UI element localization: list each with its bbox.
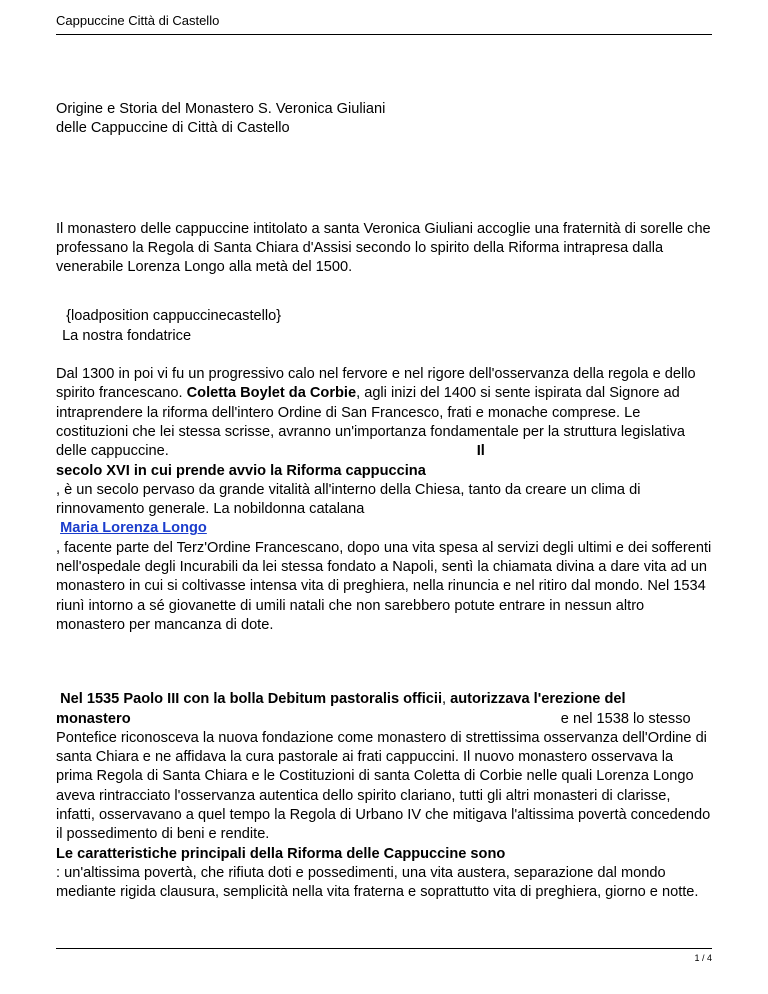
para1-text-d: , facente parte del Terz'Ordine Francescano, dopo una vita spesa al servizi degli ultimi e dei sofferenti nell'ospedale degli Incurabili da lei stessa fondato a Napoli, sentì la chiamata divina a dare vita ad un monastero in cui si coltivasse intensa vita di preghiera, nella rinuncia e nel ritiro dal mondo. Nel 1534 riunì intorno a sé giovanette di umili natali che non sarebbero potute entrare in nessun altro monastero per mancanza di dote. (56, 539, 712, 633)
section-heading: La nostra fondatrice (62, 327, 192, 344)
page-footer (56, 948, 712, 963)
para2-text-b: : un'altissima povertà, che rifiuta doti e possedimenti, una vita austera, separazione dal mondo mediante rigida clausura, semplicità nella vita fraterna e soprattutto vita di preghiera, giorno e notte. (56, 864, 699, 901)
document-title (56, 100, 712, 139)
intro-paragraph: Il monastero delle cappuccine intitolato a santa Veronica Giuliani accoglie una fraternità di sorelle che professano la Regola di Santa Chiara d'Assisi secondo lo spirito della Riforma intrapresa dalla venerabile Lorenza Longo alla metà del 1500. (56, 220, 711, 276)
para2-bold-monastero: monastero (56, 710, 131, 727)
page-number: 1 / 4 (694, 953, 712, 963)
para1-text-b: , agli inizi del 1400 si sente ispirata dal Signore ad intraprendere la riforma dell'intero Ordine di San Francesco, frati e monache comprese. Le costituzioni che lei stessa scrisse, avranno un'importanza fondamentale per la struttura legislativa delle cappuccine. (56, 385, 686, 460)
para1-text-c: , è un secolo pervaso da grande vitalità all'interno della Chiesa, tanto da creare un clima di rinnovamento generale. La nobildonna catalana (56, 481, 641, 518)
para2-bold-autorizzava: autorizzava l'erezione del (450, 691, 626, 708)
header-title: Cappuccine Città di Castello (56, 13, 220, 28)
title-line-2: delle Cappuccine di Città di Castello (56, 120, 290, 137)
loadposition-placeholder: {loadposition cappuccinecastello} (66, 308, 282, 325)
para1-bold-secolo: secolo XVI in cui prende avvio la Riforma cappuccina (56, 462, 426, 479)
para1-text-a: Dal 1300 in poi vi fu un progressivo calo nel fervore e nel rigore dell'osservanza della regola e dello spirito francescano. (56, 366, 696, 402)
para2-bold-caratteristiche: Le caratteristiche principali della Riforma delle Cappuccine sono (56, 845, 506, 862)
para2-bold-bolla: Nel 1535 Paolo III con la bolla Debitum pastoralis officii (60, 691, 443, 708)
page-header (56, 13, 712, 35)
para1-bold-il: Il (476, 443, 485, 460)
document-body (56, 100, 712, 903)
maria-lorenza-longo-link[interactable]: Maria Lorenza Longo (60, 520, 207, 537)
coletta-name: Coletta Boylet da Corbie (186, 385, 357, 402)
para2-text-right: e nel 1538 lo stesso (560, 710, 691, 727)
founder-paragraph (56, 365, 712, 635)
title-line-1: Origine e Storia del Monastero S. Veronica Giuliani (56, 101, 386, 117)
para2-text-a: Pontefice riconosceva la nuova fondazione come monastero di strettissima osservanza dell'Ordine di santa Chiara e ne affidava la cura pastorale ai frati cappuccini. Il nuovo monastero osservava la prima Regola di Santa Chiara e le Costituzioni di santa Coletta di Corbie nelle quali Lorenza Longo aveva rintracciato l'osservanza autentica dello spirito clariano, tutti gli altri monasteri di clarisse, infatti, osservavano a quel tempo la Regola di Urbano IV che mitigava l'altissima povertà concedendo il possedimento di beni e rendite. (56, 729, 711, 843)
history-paragraph: Nel 1535 Paolo III con la bolla Debitum pastoralis officii, autorizzava l'erezione del monastero e nel 1538 lo stesso Pontefice riconosceva la nuova fondazione come monastero di strettissima osservanza dell'Ordine di santa Chiara e ne affidava la cura pastorale ai frati cappuccini. Il nuovo monastero osservava la prima Regola di Santa Chiara e le Costituzioni di santa Coletta di Corbie nelle quali Lorenza Longo aveva rintracciato l'osservanza autentica dello spirito clariano, tutti gli altri monasteri di clarisse, infatti, osservavano a quel tempo la Regola di Urbano IV che mitigava l'altissima povertà concedendo il possedimento di beni e rendite. Le caratteristiche principali della Riforma delle Cappuccine sono : un'altissima povertà, che rifiuta doti e possedimenti, una vita austera, separazione dal mondo mediante rigida clausura, semplicità nella vita fraterna e soprattutto vita di preghiera, giorno e notte. (56, 691, 711, 901)
